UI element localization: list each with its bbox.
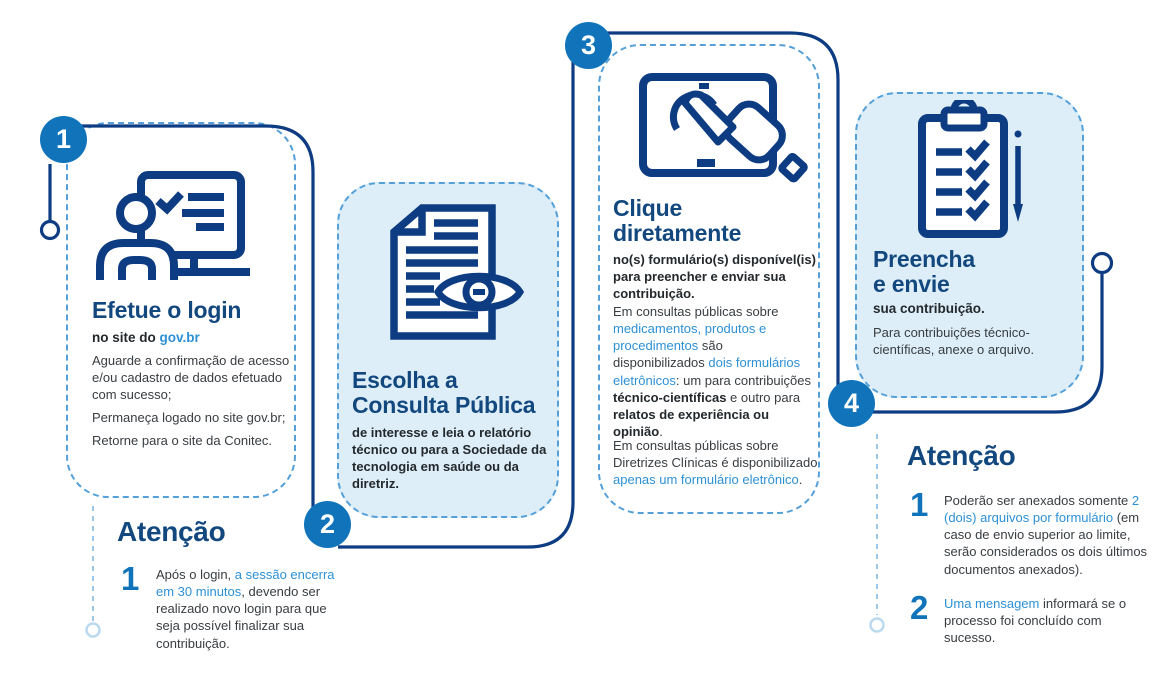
step3-p3-seg1: apenas um formulário eletrônico bbox=[613, 472, 799, 488]
step2-number-badge bbox=[304, 501, 351, 548]
step2-number: 2 bbox=[319, 509, 336, 539]
attention2-item1-number: 1 bbox=[910, 486, 929, 523]
attention2-item1-seg0: Poderão ser anexados somente bbox=[944, 493, 1132, 508]
attention2-item2-text bbox=[944, 595, 1152, 646]
attention2-drop-ring bbox=[871, 619, 884, 632]
step3-number-badge bbox=[565, 22, 612, 69]
step3-title: Clique diretamente bbox=[613, 195, 742, 247]
step4-number-badge bbox=[828, 380, 875, 427]
step3-p2-seg8: . bbox=[659, 424, 663, 440]
step3-paragraph-2 bbox=[613, 303, 818, 440]
step3-p2-seg0: Em consultas públicas sobre bbox=[613, 304, 779, 319]
attention1-item1-text bbox=[156, 566, 336, 652]
start-ring bbox=[42, 222, 59, 239]
step3-p2-seg4: : um para contribuições bbox=[675, 372, 811, 388]
step3-paragraph-3 bbox=[613, 437, 818, 488]
step3-p2-seg6: e outro para bbox=[726, 389, 801, 405]
attention1-item1-seg1: a sessão encerra em 30 minutos bbox=[156, 567, 335, 600]
attention2-item2-seg1: informará se o processo foi concluído com sucesso. bbox=[944, 596, 1127, 646]
step1-paragraph-3: Retorne para o site da Conitec. bbox=[92, 433, 272, 448]
step1-paragraph-2: Permaneça logado no site gov.br; bbox=[92, 410, 286, 425]
user-login-monitor-icon bbox=[84, 168, 254, 293]
attention2-item2-seg0: Uma mensagem bbox=[944, 596, 1040, 611]
step1-paragraph-1: Aguarde a confirmação de acesso e/ou cadastro de dados efetuado com sucesso; bbox=[92, 353, 290, 403]
step3-p3-seg2: . bbox=[798, 472, 803, 488]
clipboard-checklist-pen-icon bbox=[916, 100, 1036, 240]
step1-subtitle bbox=[92, 330, 200, 345]
step3-p2-seg2: são disponibilizados bbox=[613, 338, 723, 371]
govbr-link-text: gov.br bbox=[159, 330, 200, 345]
step3-paragraph-1: no(s) formulário(s) disponível(is) para preencher e enviar sua contribuição. bbox=[613, 252, 816, 302]
attention1-item1-seg0: Após o login, bbox=[156, 567, 235, 582]
step1-subtitle-prefix: no site do bbox=[92, 330, 160, 345]
step3-p2-seg3: dois formulários eletrônicos bbox=[613, 355, 801, 388]
step1-number-badge bbox=[40, 116, 87, 163]
step3-p2-seg5: técnico-científicas bbox=[613, 389, 727, 405]
attention1-title: Atenção bbox=[117, 516, 226, 547]
step1-number: 1 bbox=[55, 124, 72, 154]
step4-subtitle: sua contribuição. bbox=[873, 301, 985, 316]
step3-p2-seg1: medicamentos, produtos e procedimentos bbox=[613, 321, 767, 354]
touchscreen-click-icon bbox=[639, 53, 824, 203]
step2-body: de interesse e leia o relatório técnico ou para a Sociedade da tecnologia em saúde ou da diretriz. bbox=[352, 425, 547, 492]
attention2-item1-text bbox=[944, 492, 1152, 578]
step1-title: Efetue o login bbox=[92, 297, 242, 323]
attention1-item1-number: 1 bbox=[121, 560, 140, 597]
attention2-item2-number: 2 bbox=[910, 589, 929, 626]
step4-number: 4 bbox=[843, 388, 860, 418]
step3-p2-seg7: relatos de experiência ou opinião bbox=[613, 406, 770, 440]
attention1-item1-seg2: , devendo ser realizado novo login para que seja possível finalizar sua contribuição. bbox=[156, 584, 327, 651]
document-eye-icon bbox=[380, 202, 530, 342]
attention2-item1-seg1: 2 (dois) arquivos por formulário bbox=[944, 493, 1140, 526]
attention1-drop-ring bbox=[87, 624, 100, 637]
step4-body: Para contribuições técnico-científicas, anexe o arquivo. bbox=[873, 325, 1035, 358]
step4-title: Preencha e envie bbox=[873, 246, 975, 298]
step3-p3-seg0: Em consultas públicas sobre Diretrizes Clínicas é disponibilizado bbox=[613, 438, 818, 471]
attention2-item1-seg2: (em caso de envio superior ao limite, serão considerados os dois últimos documentos anexados). bbox=[944, 510, 1148, 577]
step3-number: 3 bbox=[580, 30, 597, 60]
end-ring bbox=[1093, 254, 1112, 273]
step2-title: Escolha a Consulta Pública bbox=[352, 367, 536, 419]
attention2-title: Atenção bbox=[907, 440, 1016, 471]
